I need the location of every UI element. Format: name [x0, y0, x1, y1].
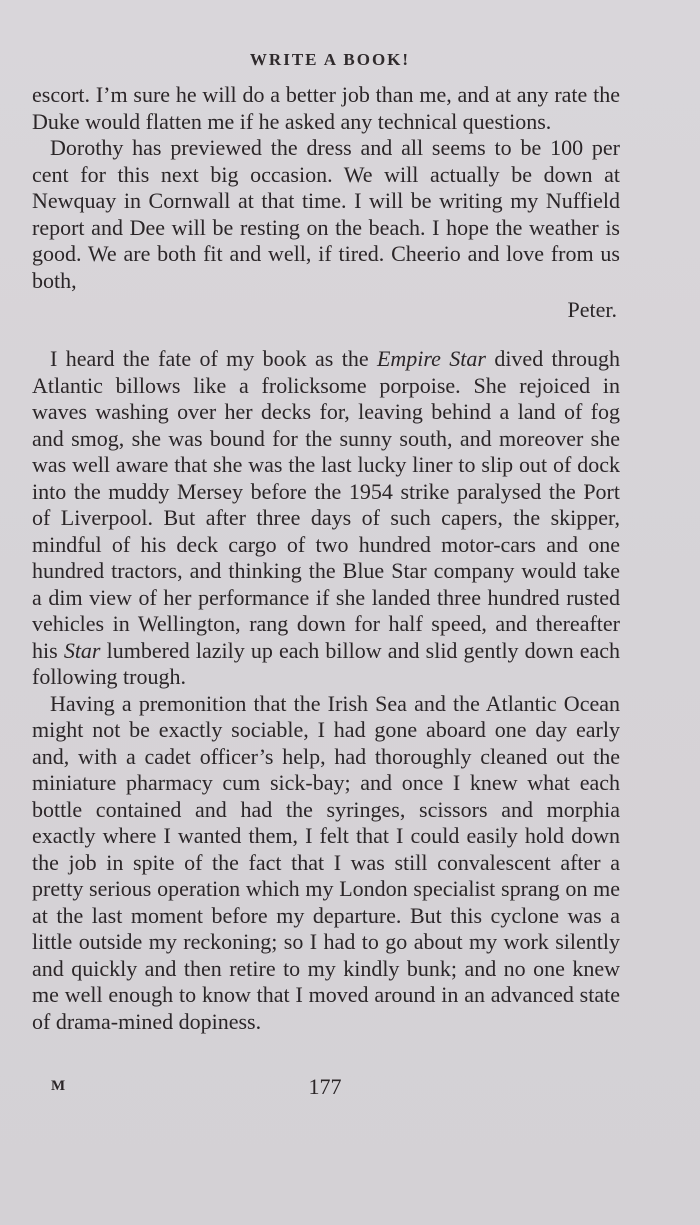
signature-mark: M [51, 1078, 67, 1094]
ship-name-italic: Empire Star [376, 346, 486, 371]
narrative-paragraph-1-part-1: I heard the fate of my book as the [50, 346, 377, 371]
letter-text [32, 82, 620, 294]
letter-paragraph-2: Dorothy has previewed the dress and all seems to be 100 per cent for this next big occasion. We will actually be down at Newquay in Cornwall at that time. I will be writing my Nuffield report and Dee will be resting on the beach. I hope the weather is good. We are both fit and well, if tired. Cheerio and love from us both, [32, 135, 620, 293]
letter-signature: Peter. [567, 297, 617, 322]
narrative-paragraph-1 [32, 346, 620, 691]
narrative-text [32, 346, 620, 1035]
narrative-paragraph-1-part-2: dived through Atlantic billows like a frolicksome porpoise. She rejoiced in waves washing over her decks for, leaving behind a land of fog and smog, she was bound for the sunny south, and moreover she was well aware that she was the last lucky liner to slip out of dock into the muddy Mersey before the 1954 strike paralysed the Port of Liverpool. But after three days of such capers, the skipper, mindful of his deck cargo of two hundred motor-cars and one hundred tractors, and thinking the Blue Star company would take a dim view of her performance if she landed three hundred rusted vehicles in Wellington, rang down for half speed, and thereafter his [32, 346, 620, 663]
page-footer [0, 1074, 700, 1102]
running-head: WRITE A BOOK! [249, 50, 411, 69]
letter-paragraph-1: escort. I’m sure he will do a better job than me, and at any rate the Duke would flatten me if he asked any technical questions. [32, 82, 620, 134]
narrative-paragraph-2: Having a premonition that the Irish Sea and the Atlantic Ocean might not be exactly sociable, I had gone aboard one day early and, with a cadet officer’s help, had thoroughly cleaned out the miniature pharmacy cum sick-bay; and once I knew what each bottle contained and had the syringes, scissors and morphia exactly where I wanted them, I felt that I could easily hold down the job in spite of the fact that I was still convalescent after a pretty serious operation which my London specialist sprang on me at the last moment before my departure. But this cyclone was a little outside my reckoning; so I had to go about my work silently and quickly and then retire to my kindly bunk; and no one knew me well enough to know that I moved around in an advanced state of drama-mined dopiness. [32, 690, 620, 1034]
narrative-paragraph-1-part-3: lumbered lazily up each billow and slid gently down each following trough. [32, 637, 620, 689]
page-number: 177 [308, 1074, 342, 1099]
ship-short-name-italic: Star [63, 637, 101, 663]
